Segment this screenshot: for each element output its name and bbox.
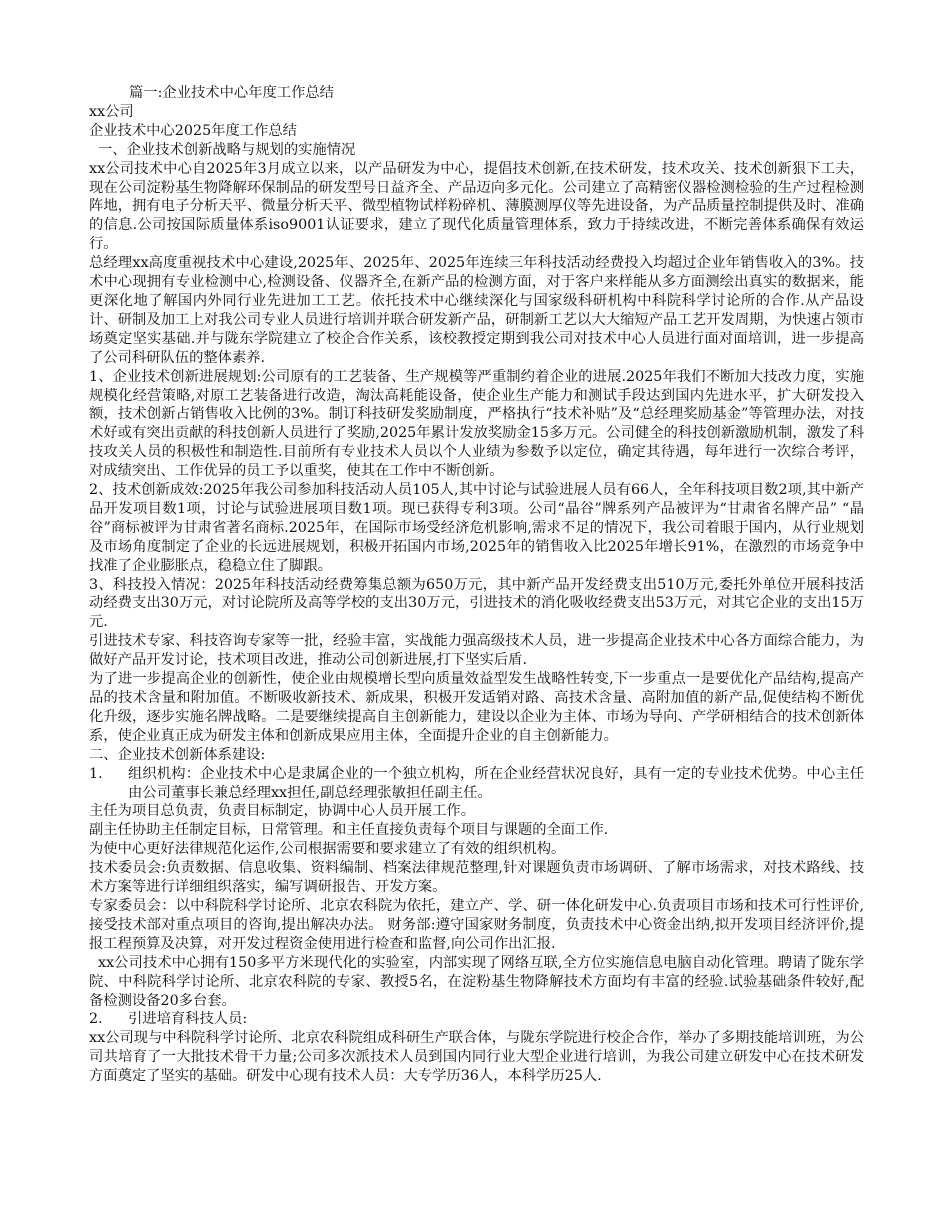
paragraph: 3、科技投入情况：2025年科技活动经费筹集总额为650万元，其中新产品开发经费支出510万元,委托外单位开展科技活动经费支出30万元，对讨论院所及高等学校的支出30万元，引进技术的消化吸收经费支出53万元，对其它企业的支出15万元. [89,576,864,631]
paragraph: 技术委员会:负责数据、信息收集、资料编制、档案法律规范整理,针对课题负责市场调研、了解市场需求，对技术路线、技术方案等进行详细组织落实，编写调研报告、开发方案。 [89,860,864,896]
paragraph: 专家委员会：以中科院科学讨论所、北京农科院为依托，建立产、学、研一体化研发中心.负责项目市场和技术可行性评价,接受技术部对重点项目的咨询,提出解决办法。 财务部:遵守国家财务制度，负责技术中心资金出纳,拟开发项目经济评价,提报工程预算及决算，对开发过程资金使用进行检查和监督,向公司作出汇报. [89,897,864,952]
item-text: 引进培育科技人员: [128,1011,248,1028]
paragraph: xx公司技术中心自2025年3月成立以来，以产品研发为中心，提倡技术创新,在技术研发，技术攻关、技术创新狠下工夫，现在公司淀粉基生物降解环保制品的研发型号日益齐全、产品迈向多元化。公司建立了高精密仪器检测检验的生产过程检测阵地，拥有电子分析天平、微量分析天平、微型植物试样粉碎机、薄膜测厚仪等先进设备，为产品质量控制提供及时、准确的信息.公司按国际质量体系iso9001认证要求，建立了现代化质量管理体系，致力于持续改进，不断完善体系确保有效运行。 [89,160,864,253]
paragraph: 2、技术创新成效:2025年我公司参加科技活动人员105人,其中讨论与试验进展人员有66人，全年科技项目数2项,其中新产品开发项目数1项，讨论与试验进展项目数1项。现已获得专利3项。公司“晶谷”牌系列产品被评为“甘肃省名牌产品” “晶谷”商标被评为甘肃省著名商标.2025年，在国际市场受经济危机影响,需求不足的情况下，我公司着眼于国内，从行业规划及市场角度制定了企业的长远进展规划，积极开拓国内市场,2025年的销售收入比2025年增长91%，在激烈的市场竞争中找准了企业膨胀点，稳稳立住了脚跟。 [89,482,864,574]
numbered-item [89,765,864,803]
paragraph: xx公司现与中科院科学讨论所、北京农科院组成科研生产联合体，与陇东学院进行校企合作，举办了多期技能培训班，为公司共培育了一大批技术骨干力量;公司多次派技术人员到国内同行业大型企业进行培训，为我公司建立研发中心在技术研发方面奠定了坚实的基础。研发中心现有技术人员：大专学历36人，本科学历25人. [89,1030,864,1085]
paragraph: 1、企业技术创新进展规划:公司原有的工艺装备、生产规模等严重制约着企业的进展.2025年我们不断加大技改力度，实施规模化经营策略,对原工艺装备进行改造，淘汰高耗能设备，使企业生产能力和测试手段达到国内先进水平，扩大研发投入额，技术创新占销售收入比例的3%。制订科技研发奖励制度，严格执行“技术补贴”及“总经理奖励基金”等管理办法，对技术好或有突出贡献的科技创新人员进行了奖励,2025年累计发放奖励金15多万元。公司健全的科技创新激励机制，激发了科技攻关人员的积极性和制造性.目前所有专业技术人员以个人业绩为参数予以定位，确定其待遇，每年进行一次综合考评，对成绩突出、工作优异的员工予以重奖，使其在工作中不断创新。 [89,368,864,480]
paragraph: 主任为项目总负责，负责目标制定，协调中心人员开展工作。 [89,803,476,820]
paragraph: 引进技术专家、科技咨询专家等一批，经验丰富，实战能力强高级技术人员，进一步提高企业技术中心各方面综合能力，为做好产品开发讨论，技术项目改进，推动公司创新进展,打下坚实后盾. [89,633,864,669]
paragraph: 为使中心更好法律规范化运作,公司根据需要和要求建立了有效的组织机构。 [89,841,566,858]
paragraph: 总经理xx高度重视技术中心建设,2025年、2025年、2025年连续三年科技活动经费投入均超过企业年销售收入的3%。技术中心现拥有专业检测中心,检测设备、仪器齐全,在新产品的检测方面，对于客户来样能从多方面测绘出真实的数据来，能更深化地了解国内外同行业先进加工工艺。依托技术中心继续深化与国家级科研机构中科院科学讨论所的合作.从产品设计、研制及加工上对我公司专业人员进行培训并联合研发新产品，研制新工艺以大大缩短产品工艺开发周期，为快速占领市场奠定坚实基础.并与陇东学院建立了校企合作关系，该校教授定期到我公司对技术中心人员进行面对面培训，进一步提高了公司科研队伍的整体素养. [89,255,864,366]
paragraph: 副主任协助主任制定目标，日常管理。和主任直接负责每个项目与课题的全面工作. [89,822,609,839]
company-name: xx公司 [89,103,134,120]
numbered-item [89,1010,864,1029]
item-number: 1. [89,765,103,782]
paragraph: 为了进一步提高企业的创新性，使企业由规模增长型向质量效益型发生战略性转变,下一步重点一是要优化产品结构,提高产品的技术含量和附加值。不断吸收新技术、新成果，积极开发适销对路、高技术含量、高附加值的新产品,促使结构不断优化升级，逐步实施名牌战略。二是要继续提高自主创新能力，建设以企业为主体、市场为导向、产学研相结合的技术创新体系，使企业真正成为研发主体和创新成果应用主体，全面提升企业的自主创新能力。 [89,671,864,744]
document-heading: 篇一:企业技术中心年度工作总结 [129,85,334,101]
item-number: 2. [89,1011,103,1028]
item-text: 组织机构：企业技术中心是隶属企业的一个独立机构，所在企业经营状况良好，具有一定的专业技术优势。中心主任由公司董事长兼总经理xx担任,副总经理张敏担任副主任。 [128,765,864,801]
paragraph: xx公司技术中心拥有150多平方米现代化的实验室，内部实现了网络互联,全方位实施信息电脑自动化管理。聘请了陇东学院、中科院科学讨论所、北京农科院的专家、教授5名，在淀粉基生物降解技术方面均有丰富的经验.试验基础条件较好,配备检测设备20多台套。 [89,954,864,1009]
report-title: 企业技术中心2025年度工作总结 [89,122,297,139]
section-heading-1: 一、企业技术创新战略与规划的实施情况 [98,141,356,158]
section-heading-2: 二、企业技术创新体系建设: [89,746,266,763]
